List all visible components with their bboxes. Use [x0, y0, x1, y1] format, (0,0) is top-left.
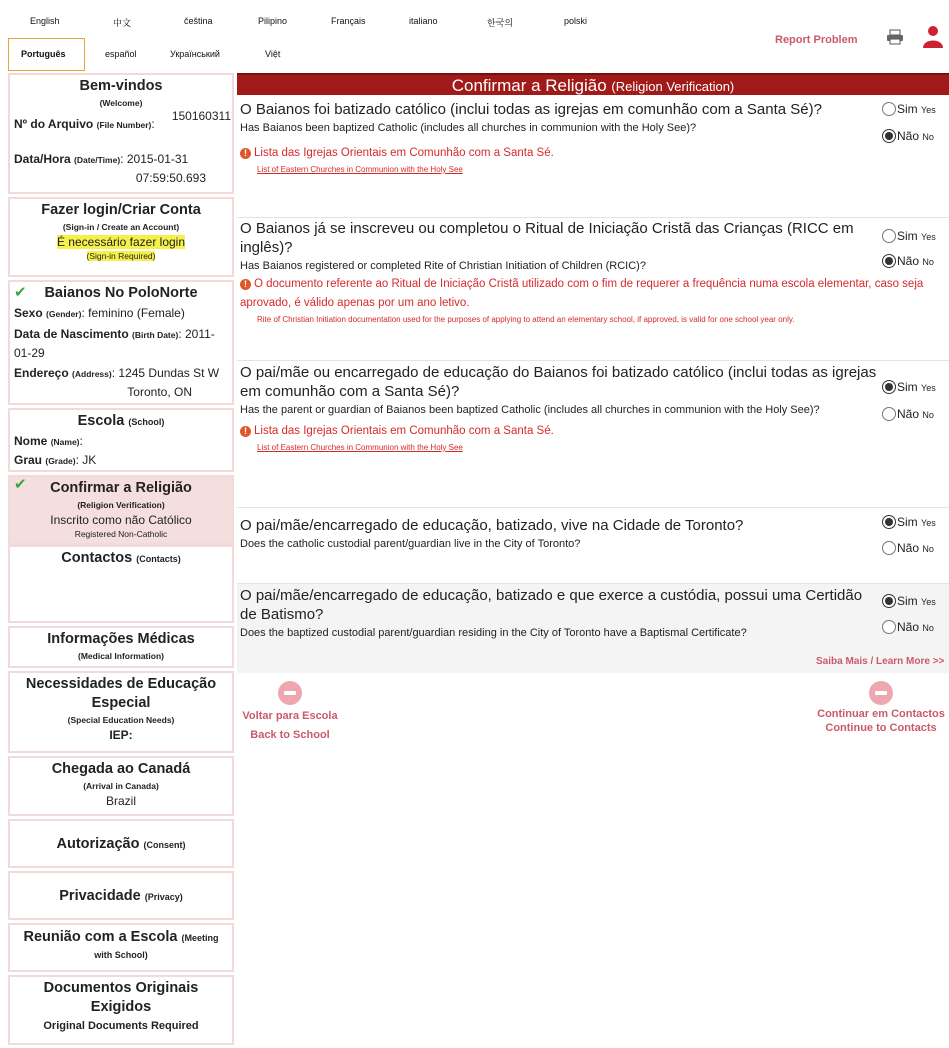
meeting-title[interactable]: Reunião com a Escola (Meeting: [23, 929, 219, 945]
religion-status: Inscrito como não Católico: [50, 513, 192, 527]
learn-more-link[interactable]: Saiba Mais / Learn More >>: [816, 656, 945, 667]
sidebar-meeting[interactable]: [8, 923, 234, 972]
question-3-no[interactable]: Não No: [882, 407, 934, 421]
sidebar-login[interactable]: [8, 197, 234, 277]
birth-date-row: Data de Nascimento (Birth Date): 2011-: [14, 327, 215, 341]
arrow-left-icon[interactable]: [278, 681, 302, 705]
religion-status-en: Registered Non-Catholic: [74, 529, 168, 539]
question-3-yes[interactable]: Sim Yes: [882, 380, 936, 394]
special-ed-title-cont[interactable]: Especial: [91, 695, 151, 711]
privacy-title[interactable]: Privacidade (Privacy): [59, 888, 183, 904]
sidebar-special-ed[interactable]: [8, 671, 234, 753]
question-1-text-en: Has Baianos been baptized Catholic (includes all churches in communion with the Holy See)?: [240, 122, 697, 134]
lang-filipino[interactable]: Pilipino: [258, 16, 288, 26]
lang-vietnamese[interactable]: Việt: [265, 49, 281, 59]
lang-polish[interactable]: polski: [564, 16, 588, 26]
birth-date-cont: 01-29: [14, 346, 45, 360]
question-2-note: ! O documento referente ao Ritual de Iniciação Cristã utilizado com o fim de requerer a frequência numa escola elementar, caso seja aprovado, é válido apenas por um ano letivo.: [240, 278, 924, 309]
lang-english[interactable]: English: [30, 16, 60, 26]
school-grade-row: Grau (Grade): JK: [14, 453, 97, 467]
medical-title[interactable]: Informações Médicas: [47, 631, 195, 647]
login-title[interactable]: Fazer login/Criar Conta: [41, 202, 201, 218]
question-5-text: O pai/mãe/encarregado de educação, batizado e que exerce a custódia, possui uma Certidão de Batismo?: [240, 587, 863, 623]
school-title[interactable]: Escola (School): [77, 413, 165, 429]
sidebar-school[interactable]: [8, 408, 234, 472]
datetime-time: 07:59:50.693: [135, 171, 206, 185]
radio-icon[interactable]: [882, 229, 896, 243]
special-ed-subtitle: (Special Education Needs): [67, 715, 175, 725]
arrow-right-icon[interactable]: [869, 681, 893, 705]
back-to-school-button[interactable]: Voltar para Escola Back to School: [237, 681, 343, 745]
iep-label: IEP:: [109, 728, 133, 742]
question-2: [237, 217, 949, 360]
file-number-value: 150160311: [171, 109, 231, 123]
question-3-note[interactable]: ! Lista das Igrejas Orientais em Comunhão com a Santa Sé.: [237, 422, 949, 441]
login-subtitle: (Sign-in / Create an Account): [62, 222, 180, 232]
page-title: Confirmar a Religião (Religion Verification): [237, 73, 949, 95]
meeting-title-en: with School): [94, 950, 148, 960]
check-icon: ✔: [14, 476, 27, 493]
question-4-yes[interactable]: Sim Yes: [882, 515, 936, 529]
question-1-text: O Baianos foi batizado católico (inclui todas as igrejas em comunhão com a Santa Sé)?: [240, 101, 822, 118]
question-4: [237, 507, 949, 583]
sidebar-consent[interactable]: [8, 819, 234, 868]
sidebar-welcome: [8, 73, 234, 194]
question-5: [237, 583, 949, 673]
question-2-note-en: Rite of Christian Initiation documentation used for the purposes of applying to attend an elementary school, if approved, is valid for one school year only.: [257, 315, 795, 324]
documents-title-cont[interactable]: Exigidos: [90, 999, 152, 1015]
religion-title[interactable]: Confirmar a Religião: [50, 480, 192, 496]
lang-italian[interactable]: italiano: [409, 16, 438, 26]
question-1-no[interactable]: Não No: [882, 129, 934, 143]
question-5-no[interactable]: Não No: [882, 620, 934, 634]
login-required-en: (Sign-in Required): [86, 251, 156, 261]
sidebar-medical[interactable]: [8, 626, 234, 668]
question-3-note-link[interactable]: List of Eastern Churches in Communion with the Holy See: [257, 443, 463, 452]
question-4-text-en: Does the catholic custodial parent/guardian live in the City of Toronto?: [240, 538, 581, 550]
religion-subtitle: (Religion Verification): [77, 500, 165, 510]
radio-icon[interactable]: [882, 620, 896, 634]
student-name[interactable]: Baianos No PoloNorte: [44, 285, 198, 301]
continue-to-contacts-button[interactable]: Continuar em Contactos Continue to Contacts: [813, 681, 949, 735]
sidebar-religion[interactable]: [8, 475, 234, 545]
lang-czech[interactable]: čeština: [184, 16, 213, 26]
question-2-yes[interactable]: Sim Yes: [882, 229, 936, 243]
radio-icon[interactable]: [882, 407, 896, 421]
report-problem-link[interactable]: Report Problem: [775, 34, 858, 46]
consent-title[interactable]: Autorização (Consent): [56, 836, 186, 852]
special-ed-title[interactable]: Necessidades de Educação: [25, 676, 217, 692]
lang-spanish[interactable]: español: [105, 49, 137, 59]
login-required: É necessário fazer login: [56, 235, 186, 249]
check-icon: ✔: [14, 284, 27, 301]
arrival-title[interactable]: Chegada ao Canadá: [51, 761, 191, 777]
address-row: Endereço (Address): 1245 Dundas St W: [14, 366, 220, 380]
arrival-country: Brazil: [105, 794, 136, 808]
welcome-subtitle: (Welcome): [99, 98, 143, 108]
lang-portuguese[interactable]: Português: [8, 38, 85, 71]
question-4-text: O pai/mãe/encarregado de educação, batizado, vive na Cidade de Toronto?: [240, 517, 744, 534]
question-4-no[interactable]: Não No: [882, 541, 934, 555]
question-3-text: O pai/mãe ou encarregado de educação do Baianos foi batizado católico (inclui todas as igrejas em comunhão com a Santa Sé)?: [240, 364, 877, 400]
user-account-icon[interactable]: [921, 24, 945, 48]
lang-korean[interactable]: 한국의: [487, 18, 514, 28]
question-3: [237, 360, 949, 507]
radio-icon[interactable]: [882, 541, 896, 555]
question-2-text: O Baianos já se inscreveu ou completou o Ritual de Iniciação Cristã das Crianças (RICC em inglês)?: [240, 220, 854, 256]
question-2-no[interactable]: Não No: [882, 254, 934, 268]
arrival-subtitle: (Arrival in Canada): [83, 781, 159, 791]
radio-selected-icon[interactable]: [882, 515, 896, 529]
welcome-title: Bem-vindos: [79, 78, 163, 94]
alert-icon: !: [240, 279, 251, 290]
radio-selected-icon[interactable]: [882, 380, 896, 394]
sidebar-documents[interactable]: [8, 975, 234, 1045]
sidebar-student[interactable]: [8, 280, 234, 405]
radio-selected-icon[interactable]: [882, 254, 896, 268]
file-number-row: Nº do Arquivo (File Number): 150160311: [14, 114, 228, 135]
question-1-note-link[interactable]: List of Eastern Churches in Communion with the Holy See: [257, 165, 463, 174]
lang-chinese[interactable]: 中文: [113, 18, 132, 28]
lang-ukrainian[interactable]: Український: [170, 49, 220, 59]
question-5-text-en: Does the baptized custodial parent/guardian residing in the City of Toronto have a Baptismal Certificate?: [240, 627, 747, 639]
main-panel: [237, 73, 949, 741]
question-5-yes[interactable]: Sim Yes: [882, 594, 936, 608]
question-2-text-en: Has Baianos registered or completed Rite of Christian Initiation of Children (RCIC)?: [240, 260, 646, 272]
question-3-text-en: Has the parent or guardian of Baianos been baptized Catholic (includes all churches in communion with the Holy See)?: [240, 404, 820, 416]
documents-subtitle: Original Documents Required: [43, 1020, 199, 1032]
contacts-title[interactable]: Contactos (Contacts): [61, 550, 181, 566]
alert-icon: !: [240, 148, 251, 159]
school-name-row: Nome (Name):: [14, 434, 83, 448]
sidebar: [8, 73, 234, 1048]
sidebar-privacy[interactable]: [8, 871, 234, 920]
medical-subtitle: (Medical Information): [78, 651, 164, 661]
question-1-yes[interactable]: Sim Yes: [882, 102, 936, 116]
printer-icon[interactable]: [886, 30, 904, 44]
radio-selected-icon[interactable]: [882, 594, 896, 608]
datetime-row: Data/Hora (Date/Time): 2015-01-31: [14, 152, 189, 166]
lang-french[interactable]: Français: [331, 16, 366, 26]
address-city: Toronto, ON: [127, 385, 192, 399]
sidebar-contacts[interactable]: [8, 545, 234, 623]
alert-icon: !: [240, 426, 251, 437]
radio-selected-icon[interactable]: [882, 129, 896, 143]
radio-icon[interactable]: [882, 102, 896, 116]
documents-title[interactable]: Documentos Originais: [43, 980, 199, 996]
gender-row: Sexo (Gender): feminino (Female): [14, 306, 185, 320]
sidebar-arrival[interactable]: [8, 756, 234, 816]
question-1-note[interactable]: ! Lista das Igrejas Orientais em Comunhão com a Santa Sé.: [237, 144, 949, 163]
question-1: [237, 100, 949, 190]
